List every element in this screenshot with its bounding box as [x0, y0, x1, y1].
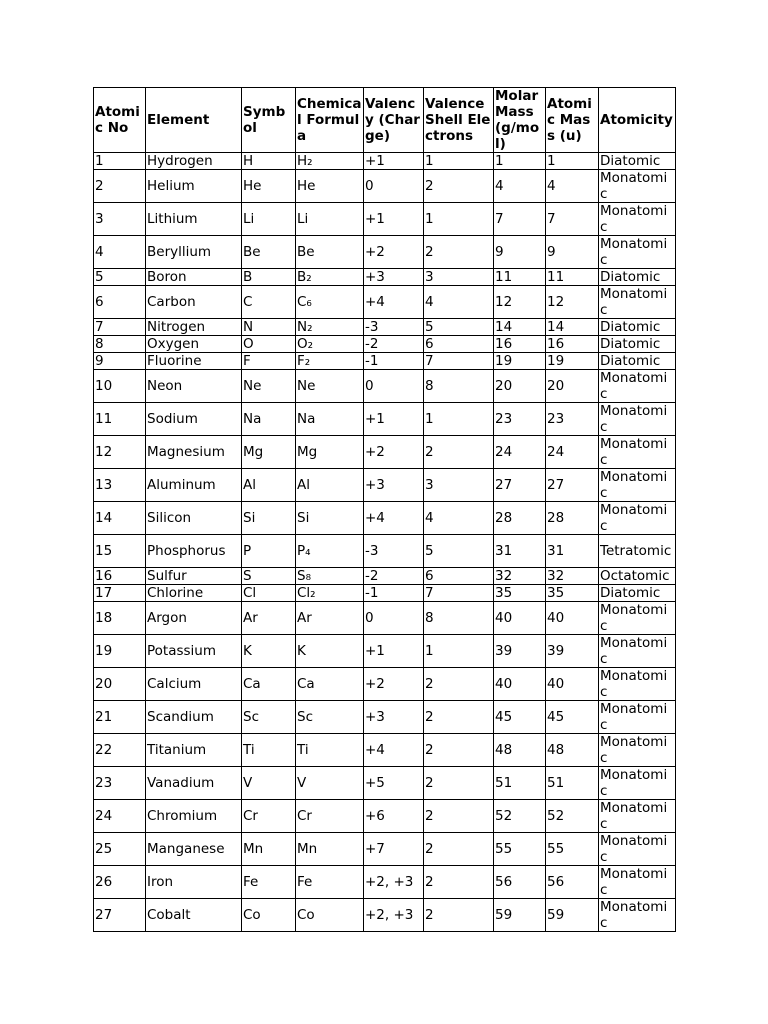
cell-valence-electrons: 2 — [424, 668, 494, 701]
table-row — [94, 535, 676, 568]
cell-molar-mass: 55 — [494, 833, 546, 866]
cell-valency: -1 — [364, 585, 424, 602]
cell-symbol: H — [242, 153, 296, 170]
cell-valence-electrons: 7 — [424, 585, 494, 602]
cell-valence-electrons: 7 — [424, 353, 494, 370]
cell-atomic-no: 24 — [94, 800, 146, 833]
cell-symbol: Cl — [242, 585, 296, 602]
cell-atomic-no: 11 — [94, 403, 146, 436]
cell-valency: +1 — [364, 203, 424, 236]
cell-formula: Na — [296, 403, 364, 436]
cell-valence-electrons: 5 — [424, 535, 494, 568]
cell-element: Scandium — [146, 701, 242, 734]
cell-formula: Ti — [296, 734, 364, 767]
cell-formula: Cl₂ — [296, 585, 364, 602]
cell-atomicity: Monatomic — [599, 236, 676, 269]
cell-atomic-no: 6 — [94, 286, 146, 319]
cell-formula: Cr — [296, 800, 364, 833]
cell-valency: 0 — [364, 370, 424, 403]
cell-molar-mass: 23 — [494, 403, 546, 436]
table-row — [94, 701, 676, 734]
cell-molar-mass: 4 — [494, 170, 546, 203]
cell-valence-electrons: 6 — [424, 568, 494, 585]
cell-element: Boron — [146, 269, 242, 286]
cell-atomic-no: 7 — [94, 319, 146, 336]
cell-atomic-mass: 4 — [546, 170, 599, 203]
header-chemical-formula: Chemical Formula — [296, 88, 364, 153]
cell-molar-mass: 40 — [494, 602, 546, 635]
cell-atomicity: Monatomic — [599, 701, 676, 734]
cell-molar-mass: 19 — [494, 353, 546, 370]
cell-molar-mass: 40 — [494, 668, 546, 701]
cell-atomic-mass: 28 — [546, 502, 599, 535]
cell-valence-electrons: 4 — [424, 286, 494, 319]
cell-molar-mass: 27 — [494, 469, 546, 502]
cell-symbol: Si — [242, 502, 296, 535]
cell-valency: -3 — [364, 535, 424, 568]
cell-element: Oxygen — [146, 336, 242, 353]
cell-atomic-no: 9 — [94, 353, 146, 370]
table-row — [94, 602, 676, 635]
cell-element: Titanium — [146, 734, 242, 767]
cell-atomic-no: 2 — [94, 170, 146, 203]
cell-valency: +2 — [364, 436, 424, 469]
cell-atomic-no: 22 — [94, 734, 146, 767]
cell-valence-electrons: 2 — [424, 866, 494, 899]
cell-molar-mass: 35 — [494, 585, 546, 602]
cell-molar-mass: 16 — [494, 336, 546, 353]
cell-atomicity: Monatomic — [599, 203, 676, 236]
cell-atomicity: Monatomic — [599, 469, 676, 502]
cell-atomicity: Monatomic — [599, 286, 676, 319]
cell-valence-electrons: 8 — [424, 370, 494, 403]
cell-atomic-mass: 51 — [546, 767, 599, 800]
cell-molar-mass: 45 — [494, 701, 546, 734]
cell-atomic-no: 21 — [94, 701, 146, 734]
cell-valency: 0 — [364, 602, 424, 635]
cell-element: Potassium — [146, 635, 242, 668]
cell-symbol: B — [242, 269, 296, 286]
table-row — [94, 469, 676, 502]
cell-valence-electrons: 4 — [424, 502, 494, 535]
cell-atomic-mass: 24 — [546, 436, 599, 469]
cell-valency: -3 — [364, 319, 424, 336]
cell-valence-electrons: 2 — [424, 899, 494, 932]
table-viewport — [93, 87, 683, 933]
cell-atomic-no: 4 — [94, 236, 146, 269]
cell-element: Beryllium — [146, 236, 242, 269]
cell-atomicity: Diatomic — [599, 319, 676, 336]
cell-atomic-mass: 27 — [546, 469, 599, 502]
cell-atomicity: Diatomic — [599, 336, 676, 353]
table-row — [94, 203, 676, 236]
cell-molar-mass: 1 — [494, 153, 546, 170]
table-row — [94, 585, 676, 602]
cell-symbol: He — [242, 170, 296, 203]
cell-element: Nitrogen — [146, 319, 242, 336]
table-row — [94, 153, 676, 170]
cell-atomic-mass: 52 — [546, 800, 599, 833]
table-row — [94, 286, 676, 319]
cell-formula: V — [296, 767, 364, 800]
cell-formula: Sc — [296, 701, 364, 734]
cell-molar-mass: 56 — [494, 866, 546, 899]
cell-atomic-no: 23 — [94, 767, 146, 800]
cell-atomic-mass: 56 — [546, 866, 599, 899]
cell-formula: B₂ — [296, 269, 364, 286]
cell-formula: K — [296, 635, 364, 668]
cell-valence-electrons: 1 — [424, 203, 494, 236]
table-row — [94, 170, 676, 203]
cell-element: Calcium — [146, 668, 242, 701]
table-row — [94, 269, 676, 286]
cell-formula: Co — [296, 899, 364, 932]
cell-atomic-no: 8 — [94, 336, 146, 353]
cell-symbol: S — [242, 568, 296, 585]
cell-atomic-mass: 40 — [546, 668, 599, 701]
table-row — [94, 370, 676, 403]
cell-symbol: V — [242, 767, 296, 800]
cell-atomic-mass: 1 — [546, 153, 599, 170]
cell-atomicity: Monatomic — [599, 767, 676, 800]
table-row — [94, 899, 676, 932]
cell-valency: +3 — [364, 469, 424, 502]
cell-atomic-mass: 19 — [546, 353, 599, 370]
cell-valence-electrons: 1 — [424, 635, 494, 668]
cell-symbol: Al — [242, 469, 296, 502]
cell-formula: Al — [296, 469, 364, 502]
cell-symbol: Ar — [242, 602, 296, 635]
cell-atomic-no: 17 — [94, 585, 146, 602]
cell-atomic-mass: 11 — [546, 269, 599, 286]
cell-valency: +4 — [364, 502, 424, 535]
cell-valence-electrons: 3 — [424, 469, 494, 502]
header-atomicity: Atomicity — [599, 88, 676, 153]
cell-valence-electrons: 6 — [424, 336, 494, 353]
cell-atomicity: Monatomic — [599, 800, 676, 833]
cell-atomicity: Octatomic — [599, 568, 676, 585]
cell-atomic-mass: 39 — [546, 635, 599, 668]
table-row — [94, 668, 676, 701]
cell-molar-mass: 52 — [494, 800, 546, 833]
cell-valence-electrons: 5 — [424, 319, 494, 336]
cell-valence-electrons: 2 — [424, 701, 494, 734]
cell-symbol: Mn — [242, 833, 296, 866]
cell-valency: +2, +3 — [364, 899, 424, 932]
cell-element: Phosphorus — [146, 535, 242, 568]
cell-formula: H₂ — [296, 153, 364, 170]
table-row — [94, 833, 676, 866]
cell-valency: +5 — [364, 767, 424, 800]
cell-valence-electrons: 2 — [424, 833, 494, 866]
header-row — [94, 88, 676, 153]
cell-symbol: Cr — [242, 800, 296, 833]
table-row — [94, 502, 676, 535]
cell-atomic-no: 18 — [94, 602, 146, 635]
cell-atomicity: Monatomic — [599, 403, 676, 436]
cell-molar-mass: 12 — [494, 286, 546, 319]
cell-atomic-mass: 55 — [546, 833, 599, 866]
cell-atomicity: Monatomic — [599, 866, 676, 899]
cell-atomicity: Diatomic — [599, 585, 676, 602]
cell-symbol: Ca — [242, 668, 296, 701]
cell-atomicity: Monatomic — [599, 899, 676, 932]
cell-atomic-no: 27 — [94, 899, 146, 932]
cell-atomicity: Monatomic — [599, 502, 676, 535]
cell-symbol: Co — [242, 899, 296, 932]
cell-valency: +2, +3 — [364, 866, 424, 899]
cell-atomic-mass: 16 — [546, 336, 599, 353]
table-row — [94, 866, 676, 899]
cell-atomicity: Tetratomic — [599, 535, 676, 568]
cell-element: Magnesium — [146, 436, 242, 469]
cell-atomic-mass: 31 — [546, 535, 599, 568]
cell-symbol: C — [242, 286, 296, 319]
cell-valence-electrons: 2 — [424, 436, 494, 469]
table-row — [94, 568, 676, 585]
cell-formula: Mg — [296, 436, 364, 469]
cell-molar-mass: 14 — [494, 319, 546, 336]
cell-formula: Mn — [296, 833, 364, 866]
cell-atomic-no: 19 — [94, 635, 146, 668]
table-row — [94, 403, 676, 436]
cell-molar-mass: 11 — [494, 269, 546, 286]
header-molar-mass: Molar Mass (g/mol) — [494, 88, 546, 153]
cell-valency: +7 — [364, 833, 424, 866]
cell-atomic-no: 16 — [94, 568, 146, 585]
cell-valence-electrons: 2 — [424, 767, 494, 800]
cell-symbol: Mg — [242, 436, 296, 469]
cell-atomic-no: 1 — [94, 153, 146, 170]
cell-atomic-mass: 20 — [546, 370, 599, 403]
cell-element: Aluminum — [146, 469, 242, 502]
cell-symbol: Sc — [242, 701, 296, 734]
cell-formula: Ca — [296, 668, 364, 701]
cell-molar-mass: 59 — [494, 899, 546, 932]
cell-valence-electrons: 3 — [424, 269, 494, 286]
cell-atomic-mass: 32 — [546, 568, 599, 585]
cell-element: Vanadium — [146, 767, 242, 800]
cell-atomicity: Diatomic — [599, 153, 676, 170]
cell-valency: -1 — [364, 353, 424, 370]
cell-symbol: F — [242, 353, 296, 370]
table-row — [94, 336, 676, 353]
table-row — [94, 800, 676, 833]
cell-molar-mass: 31 — [494, 535, 546, 568]
cell-formula: Ne — [296, 370, 364, 403]
cell-valency: +2 — [364, 236, 424, 269]
cell-molar-mass: 7 — [494, 203, 546, 236]
cell-atomic-no: 3 — [94, 203, 146, 236]
cell-valence-electrons: 8 — [424, 602, 494, 635]
table-row — [94, 353, 676, 370]
header-valency: Valency (Charge) — [364, 88, 424, 153]
cell-element: Manganese — [146, 833, 242, 866]
cell-valency: +2 — [364, 668, 424, 701]
table-row — [94, 236, 676, 269]
cell-atomic-mass: 14 — [546, 319, 599, 336]
cell-atomicity: Diatomic — [599, 269, 676, 286]
cell-atomic-mass: 59 — [546, 899, 599, 932]
elements-table — [93, 87, 676, 932]
cell-formula: Li — [296, 203, 364, 236]
header-atomic-no: Atomic No — [94, 88, 146, 153]
cell-atomic-mass: 48 — [546, 734, 599, 767]
cell-molar-mass: 9 — [494, 236, 546, 269]
cell-atomic-no: 25 — [94, 833, 146, 866]
cell-atomic-no: 15 — [94, 535, 146, 568]
cell-valency: -2 — [364, 336, 424, 353]
cell-element: Hydrogen — [146, 153, 242, 170]
cell-atomic-mass: 7 — [546, 203, 599, 236]
table-row — [94, 436, 676, 469]
cell-element: Lithium — [146, 203, 242, 236]
cell-valency: +1 — [364, 403, 424, 436]
cell-formula: S₈ — [296, 568, 364, 585]
cell-atomic-mass: 35 — [546, 585, 599, 602]
cell-valency: +1 — [364, 153, 424, 170]
cell-element: Sodium — [146, 403, 242, 436]
header-atomic-mass: Atomic Mass (u) — [546, 88, 599, 153]
cell-atomic-mass: 40 — [546, 602, 599, 635]
cell-element: Silicon — [146, 502, 242, 535]
cell-element: Iron — [146, 866, 242, 899]
cell-valence-electrons: 1 — [424, 153, 494, 170]
cell-formula: Si — [296, 502, 364, 535]
table-row — [94, 734, 676, 767]
cell-element: Sulfur — [146, 568, 242, 585]
cell-valency: -2 — [364, 568, 424, 585]
cell-symbol: O — [242, 336, 296, 353]
cell-atomicity: Monatomic — [599, 668, 676, 701]
cell-molar-mass: 28 — [494, 502, 546, 535]
cell-atomicity: Diatomic — [599, 353, 676, 370]
cell-valency: +4 — [364, 286, 424, 319]
cell-symbol: Fe — [242, 866, 296, 899]
cell-element: Carbon — [146, 286, 242, 319]
cell-formula: C₆ — [296, 286, 364, 319]
cell-atomic-mass: 23 — [546, 403, 599, 436]
cell-symbol: Na — [242, 403, 296, 436]
cell-valence-electrons: 2 — [424, 734, 494, 767]
cell-atomic-mass: 45 — [546, 701, 599, 734]
cell-valency: +6 — [364, 800, 424, 833]
cell-element: Neon — [146, 370, 242, 403]
cell-atomic-no: 14 — [94, 502, 146, 535]
cell-atomic-no: 13 — [94, 469, 146, 502]
cell-valence-electrons: 2 — [424, 800, 494, 833]
cell-molar-mass: 24 — [494, 436, 546, 469]
cell-atomicity: Monatomic — [599, 602, 676, 635]
cell-formula: F₂ — [296, 353, 364, 370]
cell-valency: +3 — [364, 701, 424, 734]
header-element: Element — [146, 88, 242, 153]
cell-symbol: Ti — [242, 734, 296, 767]
cell-valency: +4 — [364, 734, 424, 767]
cell-atomicity: Monatomic — [599, 370, 676, 403]
cell-symbol: Be — [242, 236, 296, 269]
cell-atomicity: Monatomic — [599, 436, 676, 469]
cell-formula: He — [296, 170, 364, 203]
cell-atomic-no: 5 — [94, 269, 146, 286]
cell-atomic-no: 26 — [94, 866, 146, 899]
table-row — [94, 767, 676, 800]
cell-element: Fluorine — [146, 353, 242, 370]
table-row — [94, 635, 676, 668]
cell-atomicity: Monatomic — [599, 170, 676, 203]
cell-molar-mass: 39 — [494, 635, 546, 668]
cell-symbol: Li — [242, 203, 296, 236]
cell-atomicity: Monatomic — [599, 635, 676, 668]
cell-atomic-no: 10 — [94, 370, 146, 403]
cell-formula: N₂ — [296, 319, 364, 336]
cell-element: Chromium — [146, 800, 242, 833]
cell-formula: O₂ — [296, 336, 364, 353]
cell-valence-electrons: 1 — [424, 403, 494, 436]
cell-molar-mass: 48 — [494, 734, 546, 767]
cell-formula: Fe — [296, 866, 364, 899]
table-row — [94, 319, 676, 336]
cell-atomic-no: 12 — [94, 436, 146, 469]
cell-molar-mass: 32 — [494, 568, 546, 585]
cell-symbol: K — [242, 635, 296, 668]
header-valence-electrons: Valence Shell Electrons — [424, 88, 494, 153]
cell-molar-mass: 51 — [494, 767, 546, 800]
cell-symbol: Ne — [242, 370, 296, 403]
cell-atomic-no: 20 — [94, 668, 146, 701]
cell-valency: 0 — [364, 170, 424, 203]
header-symbol: Symbol — [242, 88, 296, 153]
cell-valence-electrons: 2 — [424, 170, 494, 203]
cell-valency: +1 — [364, 635, 424, 668]
cell-formula: Be — [296, 236, 364, 269]
cell-atomic-mass: 12 — [546, 286, 599, 319]
cell-atomic-mass: 9 — [546, 236, 599, 269]
cell-symbol: P — [242, 535, 296, 568]
cell-molar-mass: 20 — [494, 370, 546, 403]
cell-element: Helium — [146, 170, 242, 203]
cell-symbol: N — [242, 319, 296, 336]
cell-atomicity: Monatomic — [599, 833, 676, 866]
cell-formula: Ar — [296, 602, 364, 635]
cell-element: Argon — [146, 602, 242, 635]
cell-atomicity: Monatomic — [599, 734, 676, 767]
cell-element: Chlorine — [146, 585, 242, 602]
cell-element: Cobalt — [146, 899, 242, 932]
cell-valency: +3 — [364, 269, 424, 286]
cell-formula: P₄ — [296, 535, 364, 568]
cell-valence-electrons: 2 — [424, 236, 494, 269]
